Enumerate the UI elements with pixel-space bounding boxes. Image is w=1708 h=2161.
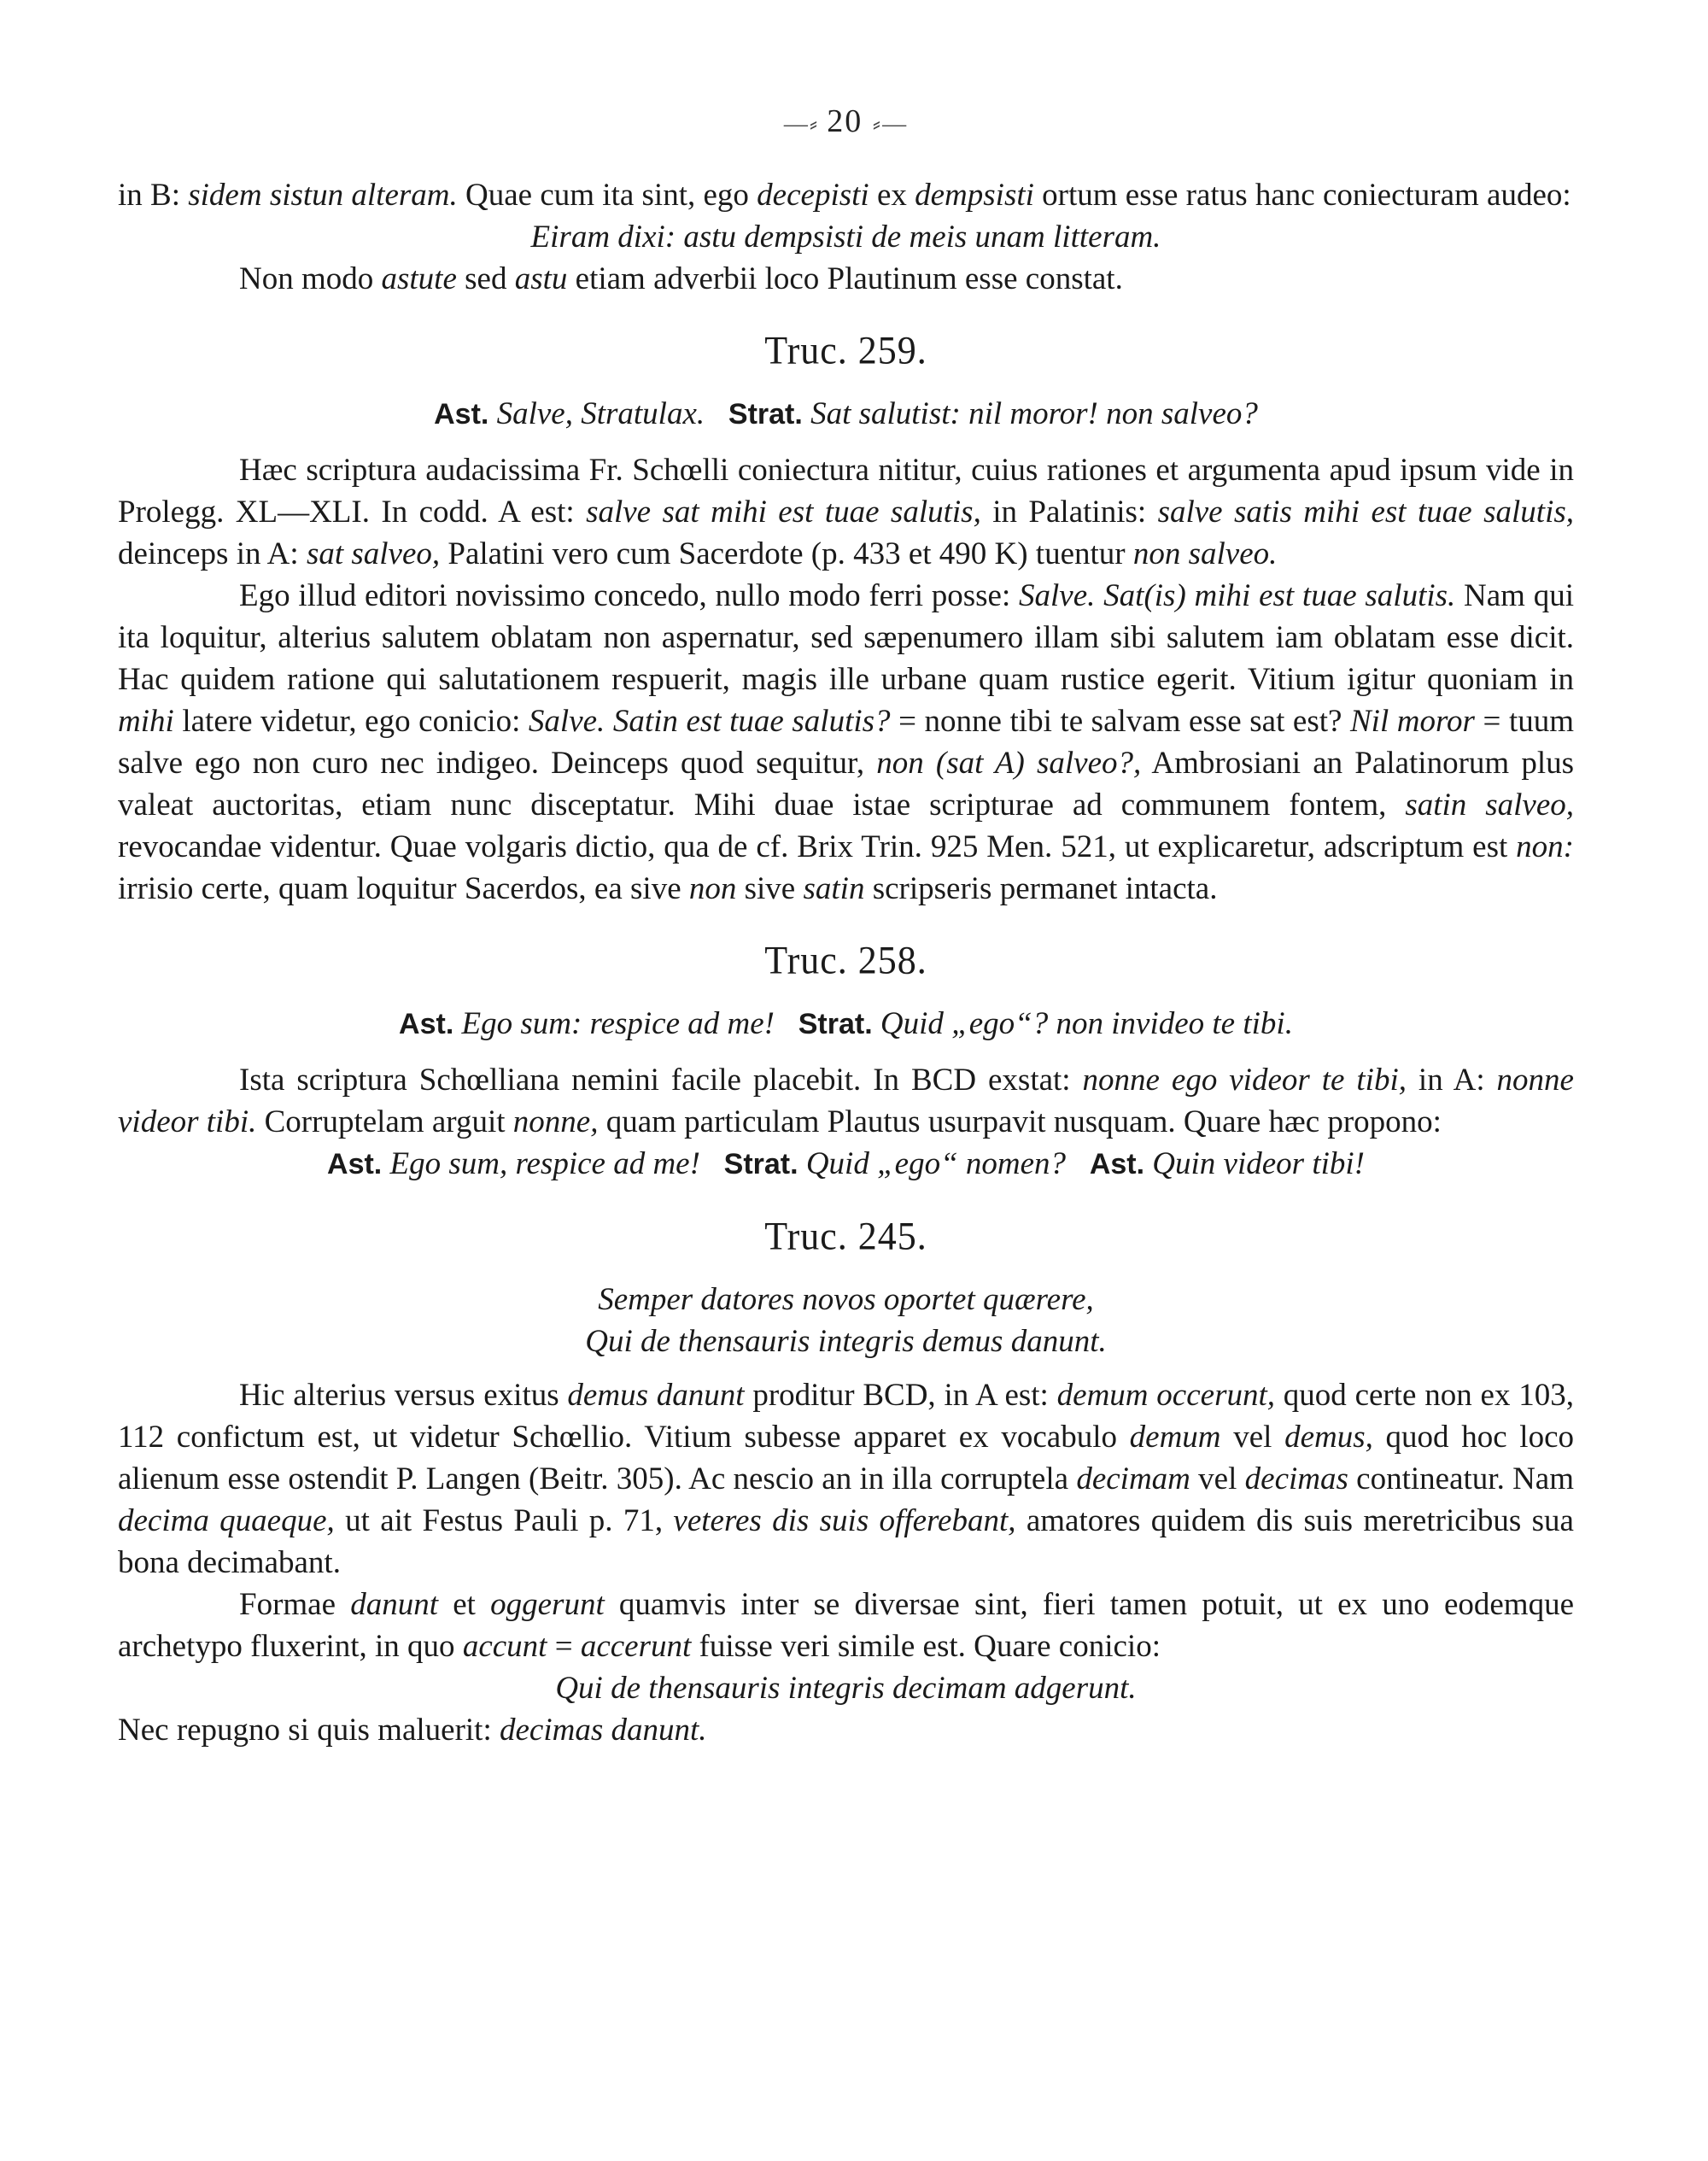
section-heading-245: Truc. 245.	[764, 1214, 927, 1259]
conjecture-line-245: Qui de thensauris integris decimam adgerunt.	[555, 1671, 1137, 1706]
paragraph-245-3: Nec repugno si quis maluerit: decimas danunt.	[118, 1713, 707, 1748]
paragraph-258-1: Ista scriptura Schœlliana nemini facile placebit. In BCD exstat: nonne ego videor te tibi, in A: nonne videor tibi. Corruptelam arguit nonne, quam particulam Plautus usurpavit nusquam. Quare hæc propono:	[118, 1063, 1574, 1139]
verse-258: Ast. Ego sum: respice ad me! Strat. Quid „ego“? non invideo te tibi.	[399, 1006, 1293, 1041]
paragraph-245-2: Formae danunt et oggerunt quamvis inter se diversae sint, fieri tamen potuit, ut ex uno eodemque archetypo fluxerint, in quo accunt = accerunt fuisse veri simile est. Quare conicio:	[118, 1587, 1574, 1664]
verse-245: Semper datores novos oportet quærere, Qui de thensauris integris demus danunt.	[585, 1282, 1107, 1359]
paragraph-259-1: Hæc scriptura audacissima Fr. Schœlli coniectura nititur, cuius rationes et argumenta apud ipsum vide in Prolegg. XL—XLI. In codd. A est: salve sat mihi est tuae salutis, in Palatinis: salve satis mihi est tuae salutis, deinceps in A: sat salveo, Palatini vero cum Sacerdote (p. 433 et 490 K) tuentur non salveo.	[118, 453, 1575, 571]
page	[118, 102, 1574, 1751]
ornament-left-icon: —⸗	[783, 111, 828, 138]
page-header	[118, 102, 1574, 140]
paragraph-245-1: Hic alterius versus exitus demus danunt proditur BCD, in A est: demum occerunt, quod certe non ex 103, 112 confictum est, ut videtur Schœllio. Vitium subesse apparet ex vocabulo demum vel demus, quod hoc loco alienum esse ostendit P. Langen (Beitr. 305). Ac nescio an in illa corruptela decimam vel decimas contineatur. Nam decima quaeque, ut ait Festus Pauli p. 71, veteres dis suis offerebant, amatores quidem dis suis meretricibus sua bona decimabant.	[118, 1378, 1575, 1580]
section-heading-258: Truc. 258.	[764, 938, 927, 983]
verse-258-proposal: Ast. Ego sum, respice ad me! Strat. Quid „ego“ nomen? Ast. Quin videor tibi!	[327, 1146, 1365, 1181]
intro-paragraph: in B: sidem sistun alteram. Quae cum ita sint, ego decepisti ex dempsisti ortum esse ratus hanc coniecturam audeo:	[118, 178, 1571, 213]
ornament-right-icon: ⸗—	[872, 111, 909, 138]
paragraph-259-2: Ego illud editori novissimo concedo, nullo modo ferri posse: Salve. Sat(is) mihi est tuae salutis. Nam qui ita loquitur, alterius salutem oblatam non aspernatur, sed sæpenumero illam sibi salutem iam oblatam esse dicit. Hac quidem ratione qui salutationem respuerit, magis ille urbane quam rustice egerit. Vitium igitur quoniam in mihi latere videtur, ego conicio: Salve. Satin est tuae salutis? = nonne tibi te salvam esse sat est? Nil moror = tuum salve ego non curo nec indigeo. Deinceps quod sequitur, non (sat A) salveo?, Ambrosiani an Palatinorum plus valeat auctoritas, etiam nunc disceptatur. Mihi duae istae scripturae ad communem fontem, satin salveo, revocandae videntur. Quae volgaris dictio, qua de cf. Brix Trin. 925 Men. 521, ut explicaretur, adscriptum est non: irrisio certe, quam loquitur Sacerdos, ea sive non sive satin scripseris permanet intacta.	[118, 578, 1575, 906]
conjecture-line: Eiram dixi: astu dempsisti de meis unam litteram.	[530, 220, 1161, 255]
section-heading-259: Truc. 259.	[764, 328, 927, 373]
page-number: 20	[827, 103, 863, 139]
intro-paragraph-2: Non modo astute sed astu etiam adverbii loco Plautinum esse constat.	[239, 261, 1123, 296]
verse-259: Ast. Salve, Stratulax. Strat. Sat salutist: nil moror! non salveo?	[434, 396, 1258, 431]
